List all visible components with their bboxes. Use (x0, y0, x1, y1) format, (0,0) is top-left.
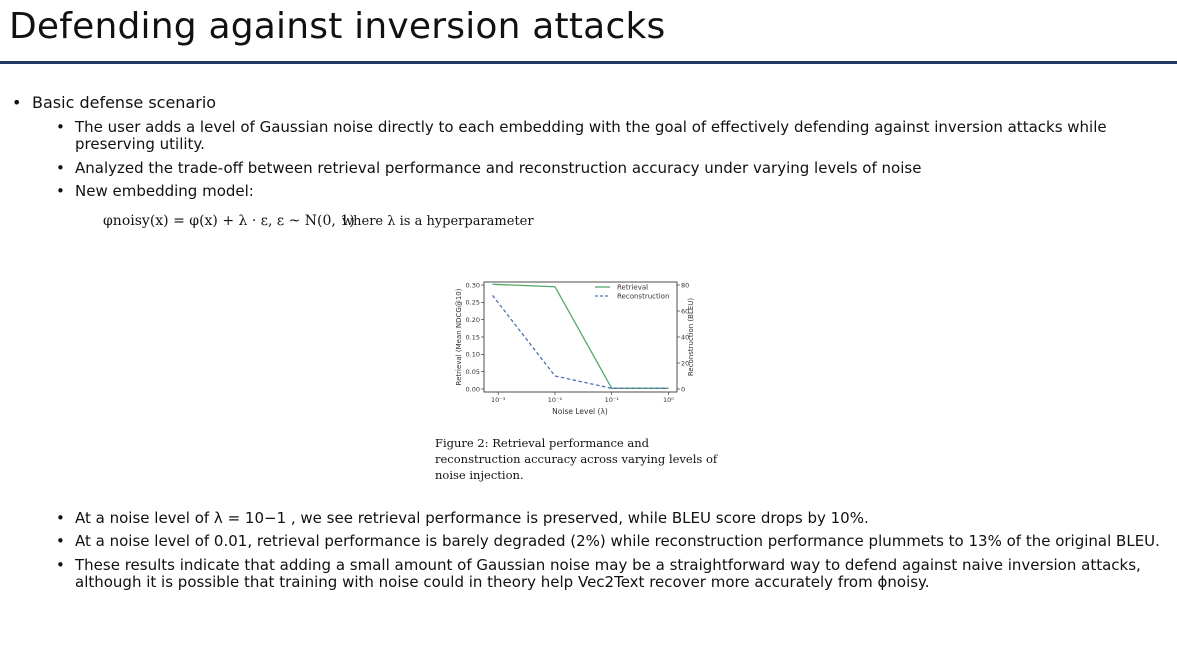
sub-bullet (54, 119, 1164, 153)
x-tick-label: 10⁻¹ (604, 396, 619, 404)
bullet-dot: • (56, 182, 65, 200)
left-axis-ticks (466, 281, 484, 393)
series-line-reconstruction (493, 292, 670, 388)
legend-label-reconstruction: Reconstruction (617, 292, 670, 301)
left-tick-label: 0.05 (465, 367, 480, 376)
sub-bullet-text: New embedding model: (75, 182, 254, 200)
bullet-dot: • (56, 532, 65, 550)
right-tick-label: 40 (681, 333, 690, 342)
sub-bullet-text: At a noise level of λ = 10−1 , we see retrieval performance is preserved, while BLEU score drops by 10%. (75, 509, 869, 527)
main-bullet-text: Basic defense scenario (32, 93, 217, 112)
y-axis-label-right: Reconstruction (BLEU) (687, 297, 695, 377)
x-tick-label: 10⁻² (547, 396, 563, 404)
left-tick-label: 0.30 (465, 281, 480, 290)
sub-bullet (54, 160, 1164, 177)
noise-tradeoff-chart (452, 278, 712, 420)
left-tick-label: 0.20 (465, 315, 480, 324)
x-axis-label: Noise Level (λ) (552, 407, 608, 416)
noise-formula: φnoisy(x) = φ(x) + λ · ε, ε ~ N(0, 1) (103, 213, 355, 229)
sub-bullet-text: These results indicate that adding a small amount of Gaussian noise may be a straightforward way to defend against naive inversion attacks, although it is possible that training with noise could in theory help Vec2Text recover more accurately from ϕnoisy. (75, 556, 1141, 591)
left-tick-label: 0.15 (465, 333, 480, 342)
y-axis-label-left: Retrieval (Mean NDCG@10) (455, 288, 463, 386)
formula-block (103, 213, 534, 229)
sub-bullet (54, 557, 1164, 591)
x-tick-label: 10⁰ (663, 396, 674, 404)
left-tick-label: 0.25 (465, 298, 480, 307)
left-tick-label: 0.00 (465, 385, 480, 394)
sub-bullet-text: Analyzed the trade-off between retrieval performance and reconstruction accuracy under varying levels of noise (75, 159, 922, 177)
figure-caption: Figure 2: Retrieval performance and reconstruction accuracy across varying levels of noise injection. (435, 436, 718, 482)
bullet-dot: • (56, 509, 65, 527)
main-bullet (12, 93, 216, 112)
title-divider (0, 61, 1177, 64)
right-tick-label: 80 (681, 281, 690, 290)
sub-bullet (54, 183, 1164, 200)
bullet-dot: • (56, 556, 65, 574)
x-tick-label: 10⁻³ (491, 396, 506, 404)
left-tick-label: 0.10 (465, 350, 480, 359)
sub-bullet-text: The user adds a level of Gaussian noise directly to each embedding with the goal of effectively defending against inversion attacks while preserving utility. (75, 118, 1107, 153)
right-tick-label: 20 (681, 359, 690, 368)
slide-title: Defending against inversion attacks (9, 6, 666, 47)
sub-bullet (54, 533, 1164, 550)
x-axis-ticks (491, 392, 674, 404)
sub-bullet (54, 510, 1164, 527)
right-tick-label: 60 (681, 307, 690, 316)
sub-bullet-text: At a noise level of 0.01, retrieval performance is barely degraded (2%) while reconstruction performance plummets to 13% of the original BLEU. (75, 532, 1160, 550)
legend-label-retrieval: Retrieval (617, 283, 649, 292)
right-tick-label: 0 (681, 385, 686, 394)
bullet-dot: • (12, 93, 22, 112)
bullet-dot: • (56, 159, 65, 177)
legend (595, 284, 669, 301)
formula-note: where λ is a hyperparameter (342, 214, 534, 229)
bullet-dot: • (56, 118, 65, 136)
